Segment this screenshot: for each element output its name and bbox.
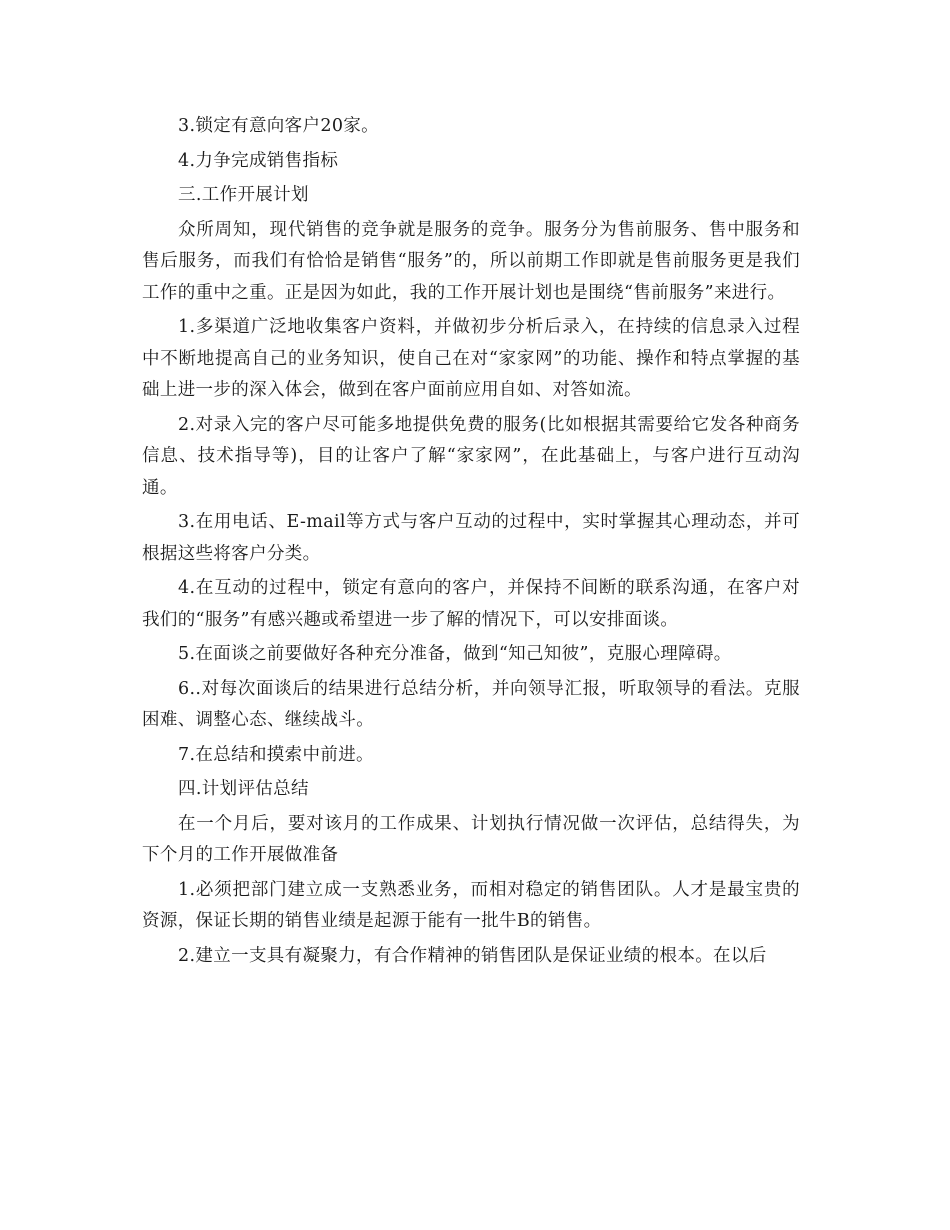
paragraph-intro-service: 众所周知，现代销售的竞争就是服务的竞争。服务分为售前服务、售中服务和售后服务，而我们有恰恰是销售“服务”的，所以前期工作即就是售前服务更是我们工作的重中之重。正是因为如此，我的工作开展计划也是围绕“售前服务”来进行。 — [142, 219, 800, 303]
paragraph-plan-item-3: 3.在用电话、E-mail等方式与客户互动的过程中，实时掌握其心理动态，并可根据这些将客户分类。 — [142, 512, 800, 564]
paragraph-goal-4: 4.力争完成销售指标 — [178, 150, 339, 171]
paragraph-evaluation-intro: 在一个月后，要对该月的工作成果、计划执行情况做一次评估，总结得失，为下个月的工作开展做准备 — [142, 813, 800, 865]
paragraph-plan-item-7: 7.在总结和摸索中前进。 — [178, 744, 374, 765]
paragraph-plan-item-2: 2.对录入完的客户尽可能多地提供免费的服务(比如根据其需要给它发各种商务信息、技术指导等)，目的让客户了解“家家网”，在此基础上，与客户进行互动沟通。 — [142, 414, 800, 498]
paragraph-goal-3: 3.锁定有意向客户20家。 — [178, 116, 380, 136]
section-heading-work-plan: 三.工作开展计划 — [178, 185, 309, 205]
paragraph-plan-item-6: 6..对每次面谈后的结果进行总结分析，并向领导汇报，听取领导的看法。克服困难、调整心态、继续战斗。 — [142, 678, 800, 730]
paragraph-plan-item-4: 4.在互动的过程中，锁定有意向的客户，并保持不间断的联系沟通，在客户对我们的“服务”有感兴趣或希望进一步了解的情况下，可以安排面谈。 — [142, 578, 800, 630]
paragraph-plan-item-5: 5.在面谈之前要做好各种充分准备，做到“知己知彼”，克服心理障碍。 — [178, 644, 732, 664]
paragraph-evaluation-item-2: 2.建立一支具有凝聚力，有合作精神的销售团队是保证业绩的根本。在以后 — [178, 945, 767, 966]
paragraph-plan-item-1: 1.多渠道广泛地收集客户资料，并做初步分析后录入，在持续的信息录入过程中不断地提高自己的业务知识，使自己在对“家家网”的功能、操作和特点掌握的基础上进一步的深入体会，做到在客户面前应用自如、对答如流。 — [142, 317, 800, 400]
section-heading-evaluation: 四.计划评估总结 — [178, 779, 309, 799]
paragraph-evaluation-item-1: 1.必须把部门建立成一支熟悉业务，而相对稳定的销售团队。人才是最宝贵的资源，保证长期的销售业绩是起源于能有一批牛B的销售。 — [142, 879, 800, 931]
